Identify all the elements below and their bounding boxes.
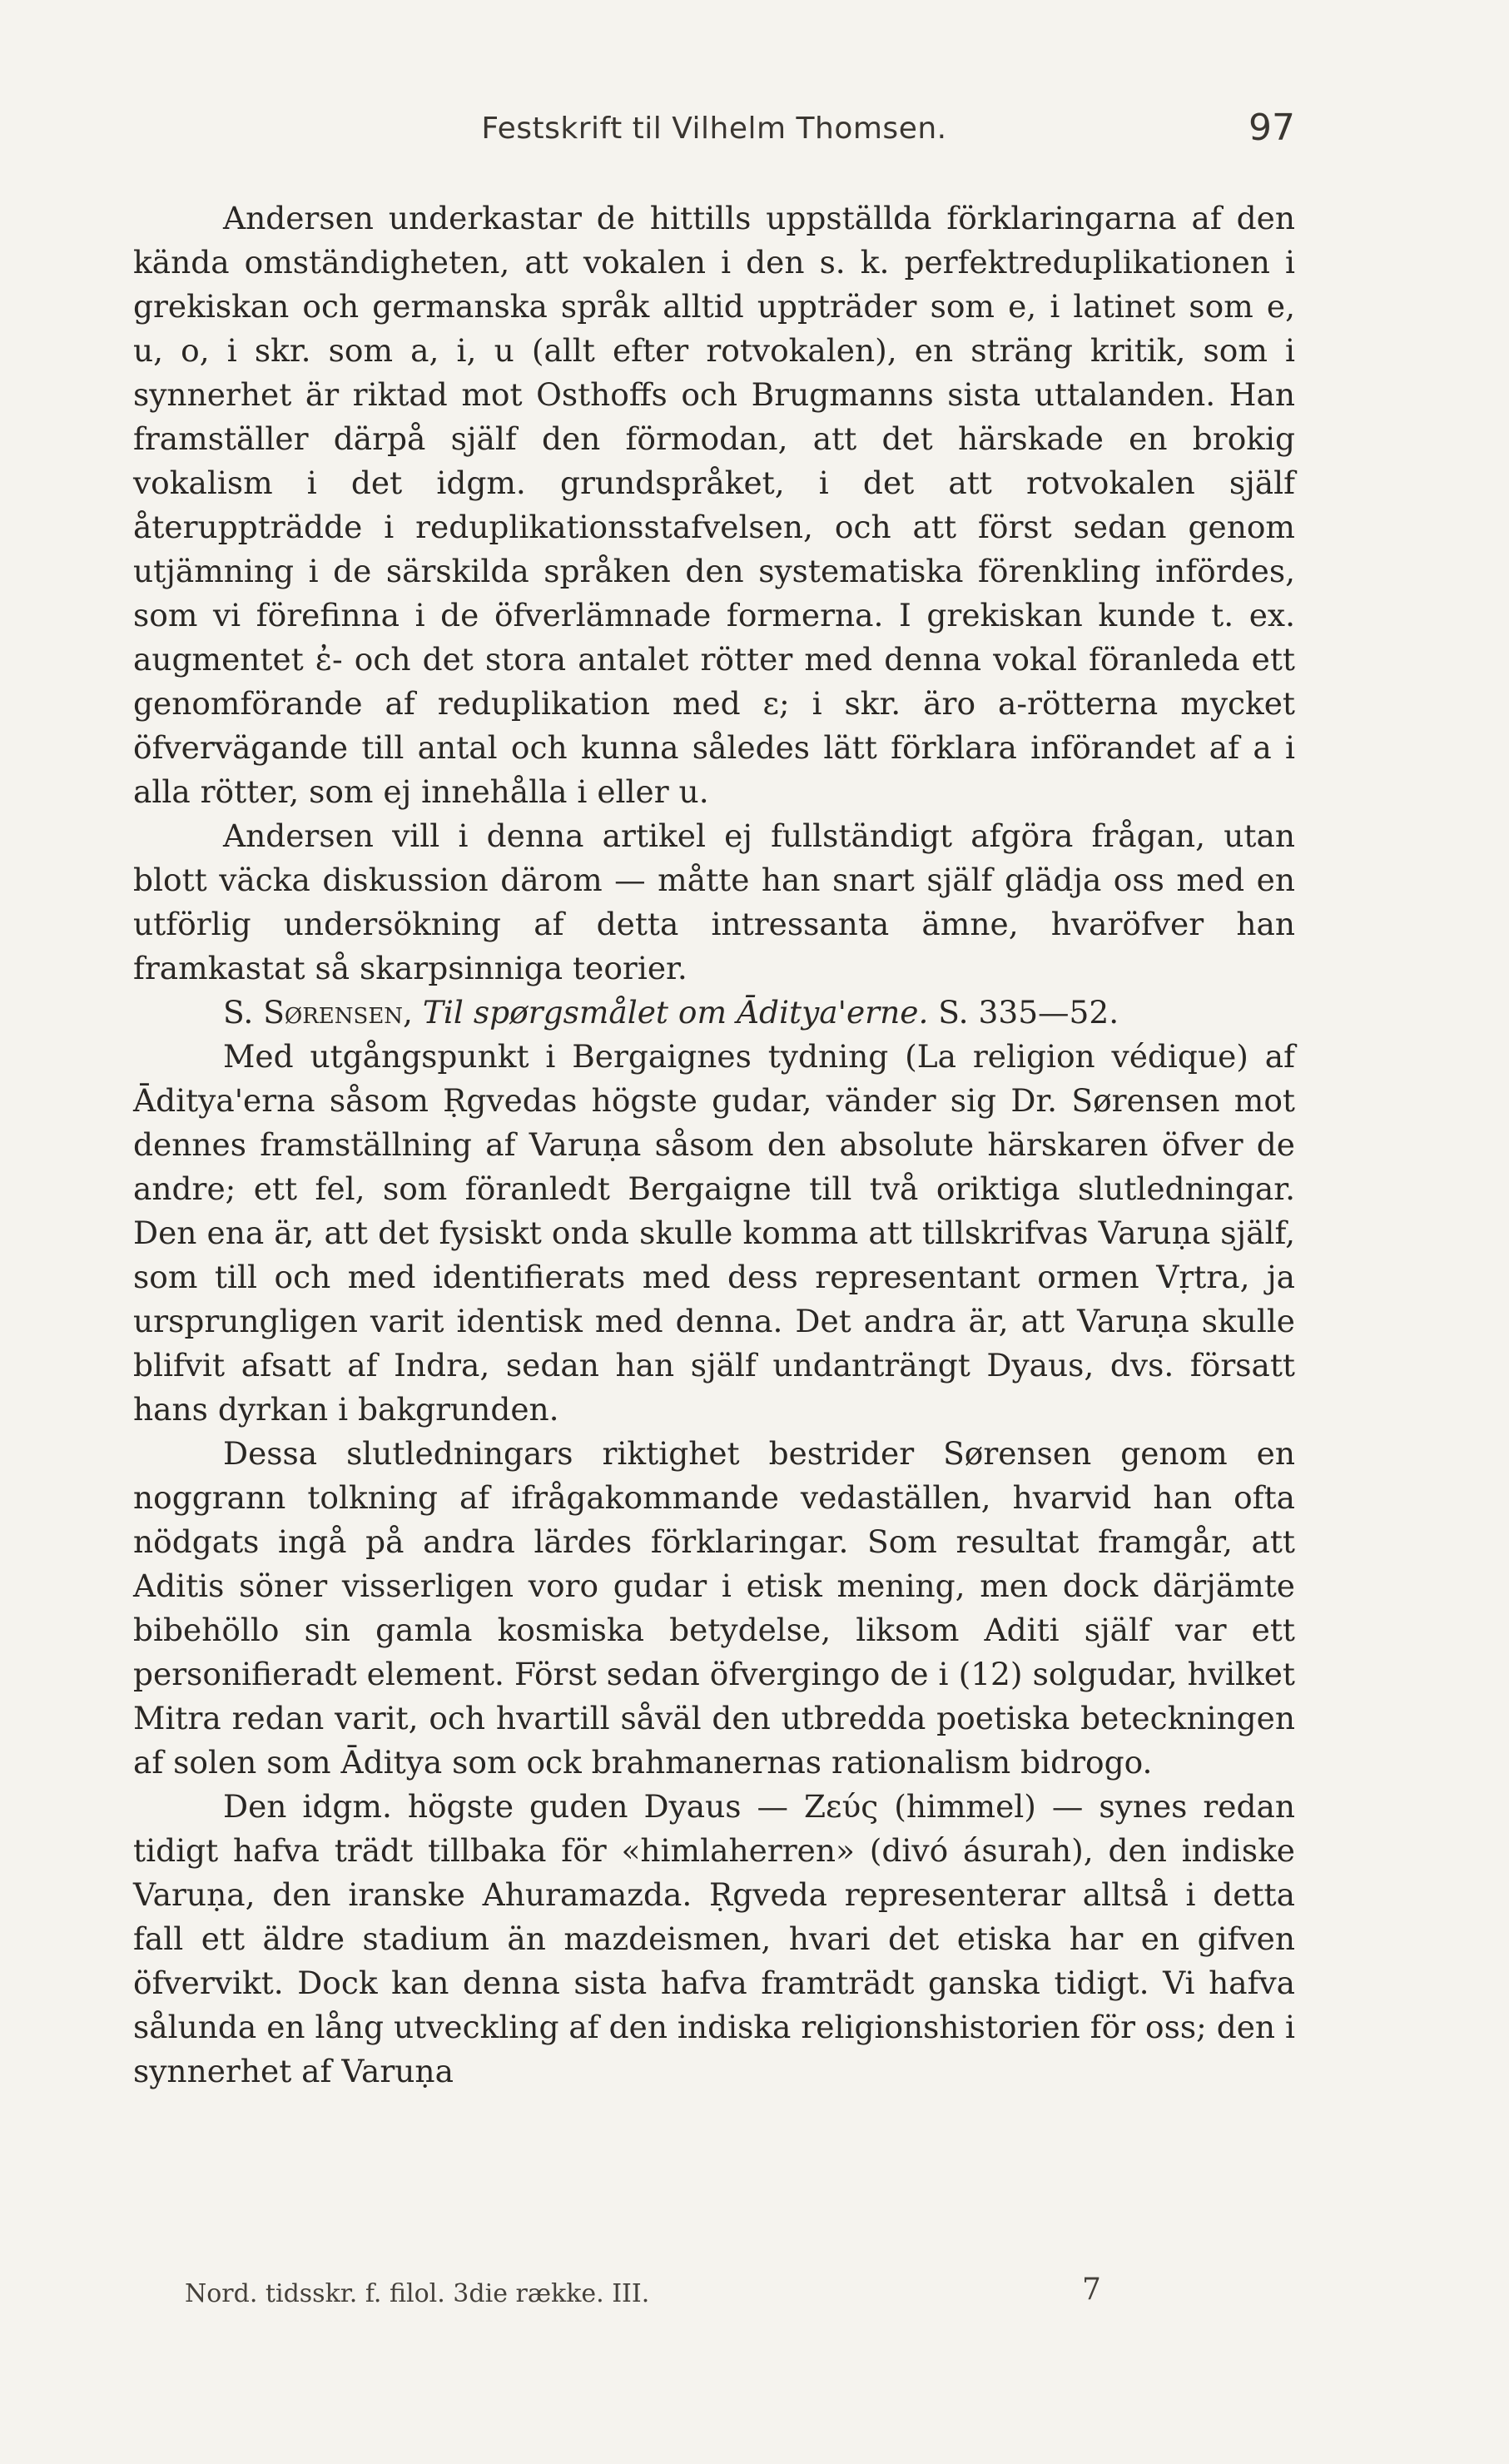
paragraph: Andersen vill i denna artikel ej fullständigt afgöra frågan, utan blott väcka diskussion därom — måtte han snart själf glädja oss med en utförlig undersökning af detta intressanta ämne, hvaröfver han framkastat så skarpsinniga teorier.	[133, 817, 1295, 986]
paragraph: Andersen underkastar de hittills uppställda förklaringarna af den kända omständigheten, att vokalen i den s. k. perfektreduplikationen i grekiskan och germanska språk alltid uppträder som e, i latinet som e, u, o, i skr. som a, i, u (allt efter rotvokalen), en sträng kritik, som i synnerhet är riktad mot Osthoffs och Brugmanns sista uttalanden. Han framställer därpå själf den förmodan, att det härskade en brokig vokalism i det idgm. grundspråket, i det att rotvokalen själf återuppträdde i reduplikationsstafvelsen, och att först sedan genom utjämning i de särskilda språken den systematiska förenkling infördes, som vi förefinna i de öfverlämnade formerna. I grekiskan kunde t. ex. augmentet ἐ- och det stora antalet rötter med denna vokal föranleda ett genomförande af reduplikation med ε; i skr. äro a-rötterna mycket öfvervägande till antal och kunna således lätt förklara införandet af a i alla rötter, som ej innehålla i eller u.	[133, 200, 1295, 810]
entry-author-name: Sørensen,	[263, 994, 413, 1031]
page-number: 97	[1248, 107, 1295, 149]
paragraph: Dessa slutledningars riktighet bestrider Sørensen genom en noggrann tolkning af ifrågakommande vedaställen, hvarvid han ofta nödgats ingå på andra lärdes förklaringar. Som resultat framgår, att Aditis söner visserligen voro gudar i etisk mening, men dock därjämte bibehöllo sin gamla kosmiska betydelse, liksom Aditi själf var ett personifieradt element. Först sedan öfvergingo de i (12) solgudar, hvilket Mitra redan varit, och hvartill såväl den utbredda poetiska beteckningen af solen som Āditya som ock brahmanernas rationalism bidrogo.	[133, 1435, 1295, 1781]
paragraph: Med utgångspunkt i Bergaignes tydning (La religion védique) af Āditya'erna såsom Ṛgvedas högste gudar, vänder sig Dr. Sørensen mot dennes framställning af Varuṇa såsom den absolute härskaren öfver de andre; ett fel, som föranledt Bergaigne till två oriktiga slutledningar. Den ena är, att det fysiskt onda skulle komma att tillskrifvas Varuṇa själf, som till och med identifierats med dess representant ormen Vṛtra, ja ursprungligen varit identisk med denna. Det andra är, att Varuṇa skulle blifvit afsatt af Indra, sedan han själf undanträngt Dyaus, dvs. försatt hans dyrkan i bakgrunden.	[133, 1038, 1295, 1428]
entry-title: Til spørgsmålet om Āditya'erne.	[422, 994, 929, 1031]
running-title: Festskrift til Vilhelm Thomsen.	[481, 112, 947, 146]
book-page	[133, 103, 1295, 2308]
entry-author-initial: S.	[223, 994, 254, 1031]
review-entry-heading	[133, 991, 1295, 1035]
body-text	[133, 196, 1295, 2094]
sheet-number: 7	[1082, 2273, 1101, 2307]
entry-pages: S. 335—52.	[938, 994, 1119, 1031]
page-footer	[133, 2273, 1295, 2314]
paragraph: Den idgm. högste guden Dyaus — Ζεύς (himmel) — synes redan tidigt hafva trädt tillbaka för «himlaherren» (divó ásurah), den indiske Varuṇa, den iranske Ahuramazda. Ṛgveda representerar alltså i detta fall ett äldre stadium än mazdeismen, hvari det etiska har en gifven öfvervikt. Dock kan denna sista hafva framträdt ganska tidigt. Vi hafva sålunda en lång utveckling af den indiska religionshistorien för oss; den i synnerhet af Varuṇa	[133, 1788, 1295, 2089]
running-head	[133, 103, 1295, 161]
signature-line: Nord. tidsskr. f. filol. 3die række. III.	[185, 2279, 650, 2308]
